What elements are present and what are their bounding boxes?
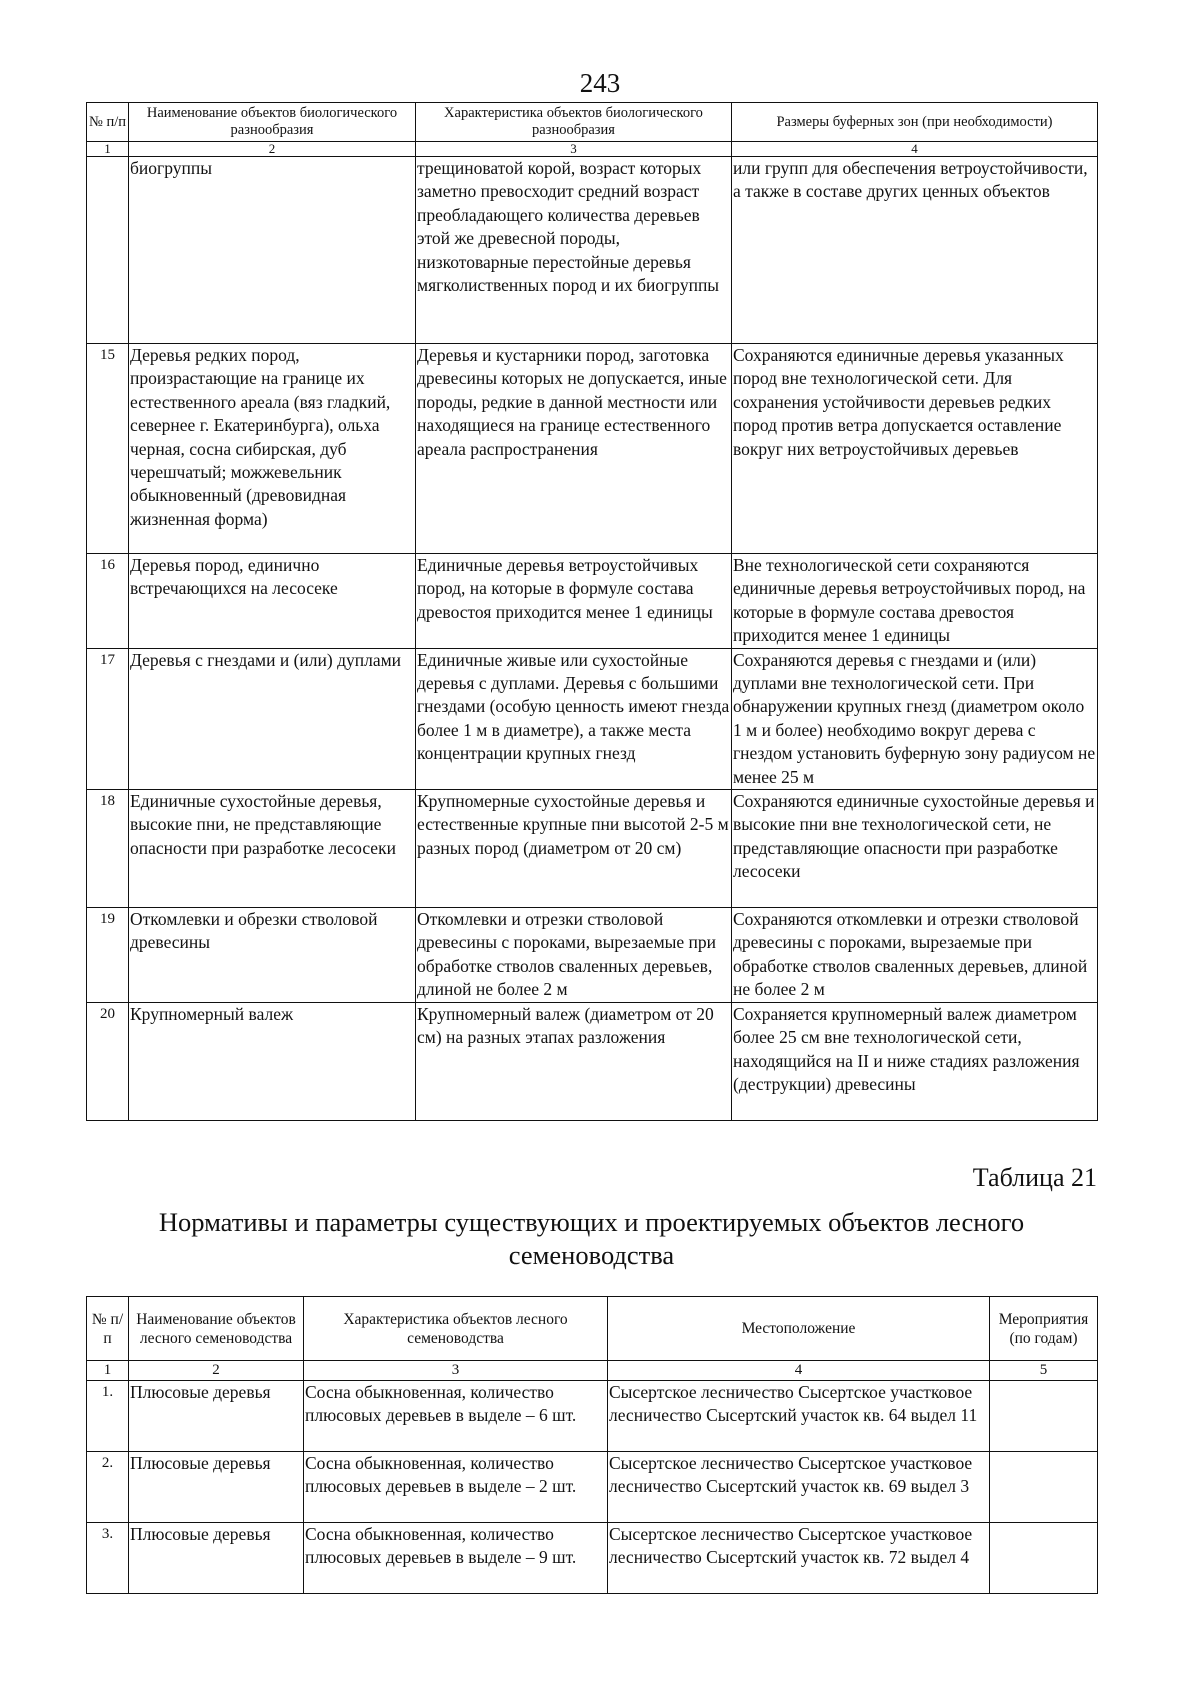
buffer-zone: Сохраняются единичные сухостойные деревья и высокие пни вне технологической сети, не представляющие опасности при разработке лесосеки: [732, 790, 1098, 908]
object-characteristic: Откомлевки и отрезки стволовой древесины с пороками, вырезаемые при обработке стволов сваленных деревьев, длиной не более 2 м: [416, 908, 732, 1003]
column-number: 5: [990, 1361, 1098, 1381]
object-characteristic: Деревья и кустарники пород, заготовка древесины которых не допускается, иные породы, редкие в данной местности или находящиеся на границе естественного ареала распространения: [416, 344, 732, 554]
row-number: 2.: [87, 1452, 129, 1523]
column-header: Мероприятия (по годам): [990, 1297, 1098, 1361]
table-row: [87, 157, 1098, 344]
object-name: биогруппы: [129, 157, 416, 344]
row-number: 19: [87, 908, 129, 1003]
column-number: 1: [87, 1361, 129, 1381]
page-number: 243: [579, 68, 621, 98]
table-header-row: [87, 1297, 1098, 1361]
seed-object-characteristic: Сосна обыкновенная, количество плюсовых деревьев в выделе – 6 шт.: [304, 1381, 608, 1452]
column-number: 2: [129, 1361, 304, 1381]
seed-object-location: Сысертское лесничество Сысертское участковое лесничество Сысертский участок кв. 64 выдел 11: [608, 1381, 990, 1452]
row-number: 16: [87, 554, 129, 649]
biodiversity-objects-table: [86, 102, 1098, 1121]
object-characteristic: Единичные деревья ветроустойчивых пород, на которые в формуле состава древостоя приходится менее 1 единицы: [416, 554, 732, 649]
column-number-row: [87, 142, 1098, 157]
table-row: [87, 554, 1098, 649]
column-number: 2: [129, 142, 416, 157]
column-number: 4: [732, 142, 1098, 157]
object-name: Деревья пород, единично встречающихся на лесосеке: [129, 554, 416, 649]
row-number: 17: [87, 648, 129, 789]
row-number: 1.: [87, 1381, 129, 1452]
row-number: 3.: [87, 1523, 129, 1594]
object-characteristic: Крупномерные сухостойные деревья и естественные крупные пни высотой 2-5 м разных пород (диаметром от 20 см): [416, 790, 732, 908]
table-caption: Таблица 21: [972, 1163, 1097, 1192]
seed-object-measures: [990, 1523, 1098, 1594]
column-header: Наименование объектов биологического разнообразия: [129, 103, 416, 142]
object-name: Единичные сухостойные деревья, высокие пни, не представляющие опасности при разработке лесосеки: [129, 790, 416, 908]
column-header: № п/п: [87, 103, 129, 142]
seed-object-characteristic: Сосна обыкновенная, количество плюсовых деревьев в выделе – 9 шт.: [304, 1523, 608, 1594]
seed-object-measures: [990, 1452, 1098, 1523]
buffer-zone: Сохраняются единичные деревья указанных пород вне технологической сети. Для сохранения устойчивости деревьев редких пород против ветра допускается оставление вокруг них ветроустойчивых деревьев: [732, 344, 1098, 554]
column-number-row: [87, 1361, 1098, 1381]
seed-object-location: Сысертское лесничество Сысертское участковое лесничество Сысертский участок кв. 69 выдел 3: [608, 1452, 990, 1523]
table-row: [87, 1002, 1098, 1120]
object-characteristic: Единичные живые или сухостойные деревья с дуплами. Деревья с большими гнездами (особую ценность имеют гнезда более 1 м в диаметре), а также места концентрации крупных гнезд: [416, 648, 732, 789]
column-header: № п/п: [87, 1297, 129, 1361]
buffer-zone: или групп для обеспечения ветроустойчивости, а также в составе других ценных объектов: [732, 157, 1098, 344]
seed-object-name: Плюсовые деревья: [129, 1381, 304, 1452]
column-header: Местоположение: [608, 1297, 990, 1361]
table-row: [87, 1523, 1098, 1594]
row-number: [87, 157, 129, 344]
seed-object-characteristic: Сосна обыкновенная, количество плюсовых деревьев в выделе – 2 шт.: [304, 1452, 608, 1523]
table-row: [87, 344, 1098, 554]
column-number: 1: [87, 142, 129, 157]
seed-object-measures: [990, 1381, 1098, 1452]
object-characteristic: трещиноватой корой, возраст которых заметно превосходит средний возраст преобладающего количества деревьев этой же древесной породы, низкотоварные перестойные деревья мягколиственных пород и их биогруппы: [416, 157, 732, 344]
table-row: [87, 790, 1098, 908]
buffer-zone: Сохраняются откомлевки и отрезки стволовой древесины с пороками, вырезаемые при обработке стволов сваленных деревьев, длиной не более 2 м: [732, 908, 1098, 1003]
buffer-zone: Сохраняется крупномерный валеж диаметром более 25 см вне технологической сети, находящийся на II и ниже стадиях разложения (деструкции) древесины: [732, 1002, 1098, 1120]
column-number: 3: [304, 1361, 608, 1381]
column-header: Характеристика объектов биологического разнообразия: [416, 103, 732, 142]
object-characteristic: Крупномерный валеж (диаметром от 20 см) на разных этапах разложения: [416, 1002, 732, 1120]
object-name: Откомлевки и обрезки стволовой древесины: [129, 908, 416, 1003]
column-number: 4: [608, 1361, 990, 1381]
column-header: Характеристика объектов лесного семеноводства: [304, 1297, 608, 1361]
table-row: [87, 1381, 1098, 1452]
column-header: Размеры буферных зон (при необходимости): [732, 103, 1098, 142]
buffer-zone: Вне технологической сети сохраняются единичные деревья ветроустойчивых пород, на которые в формуле состава древостоя приходится менее 1 единицы: [732, 554, 1098, 649]
seed-object-location: Сысертское лесничество Сысертское участковое лесничество Сысертский участок кв. 72 выдел 4: [608, 1523, 990, 1594]
column-number: 3: [416, 142, 732, 157]
row-number: 15: [87, 344, 129, 554]
table-row: [87, 908, 1098, 1003]
seed-object-name: Плюсовые деревья: [129, 1452, 304, 1523]
table-row: [87, 1452, 1098, 1523]
seed-objects-table: [86, 1296, 1098, 1594]
row-number: 20: [87, 1002, 129, 1120]
object-name: Крупномерный валеж: [129, 1002, 416, 1120]
section-title: Нормативы и параметры существующих и проектируемых объектов лесного семеноводства: [158, 1207, 1025, 1270]
table-header-row: [87, 103, 1098, 142]
object-name: Деревья с гнездами и (или) дуплами: [129, 648, 416, 789]
buffer-zone: Сохраняются деревья с гнездами и (или) дуплами вне технологической сети. При обнаружении крупных гнезд (диаметром около 1 м и более) необходимо вокруг дерева с гнездом установить буферную зону радиусом не менее 25 м: [732, 648, 1098, 789]
seed-object-name: Плюсовые деревья: [129, 1523, 304, 1594]
column-header: Наименование объектов лесного семеноводства: [129, 1297, 304, 1361]
table-row: [87, 648, 1098, 789]
object-name: Деревья редких пород, произрастающие на границе их естественного ареала (вяз гладкий, севернее г. Екатеринбурга), ольха черная, сосна сибирская, дуб черешчатый; можжевельник обыкновенный (древовидная жизненная форма): [129, 344, 416, 554]
row-number: 18: [87, 790, 129, 908]
